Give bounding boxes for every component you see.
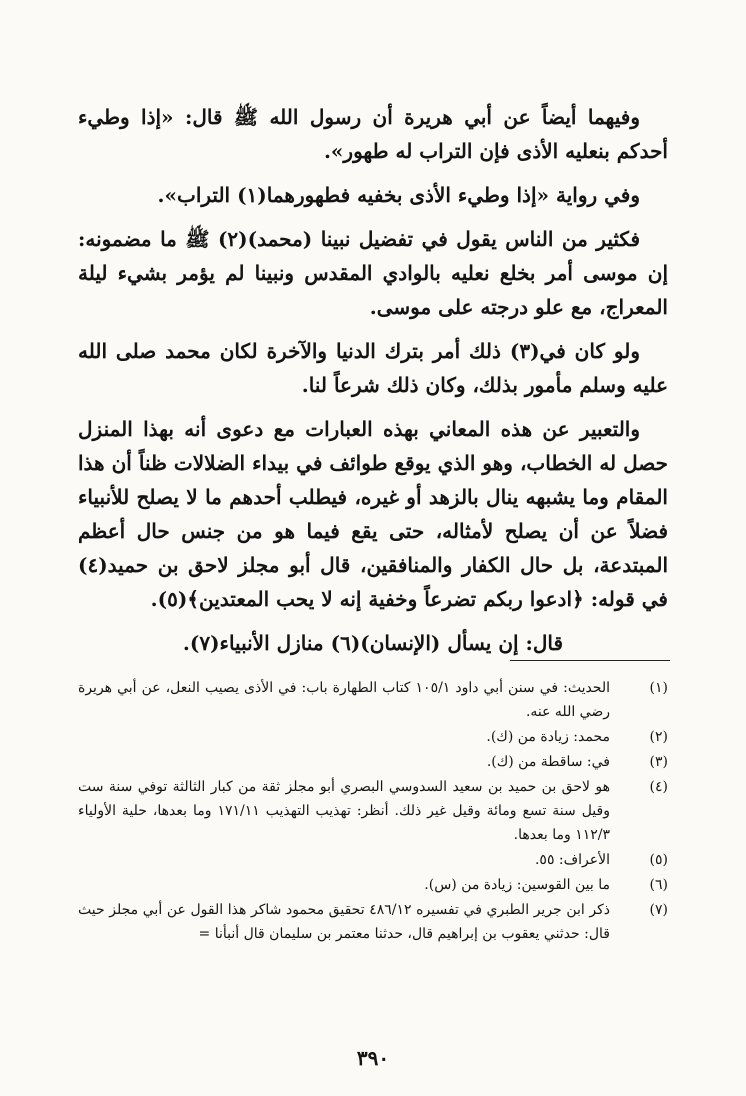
footnote-number: (٥) [649,852,668,868]
footnote [78,848,668,872]
footnote-text: الأعراف: ٥٥. [534,852,610,868]
footnote-divider [510,660,670,661]
footnote-number: (٧) [649,902,668,918]
footnote [78,873,668,897]
footnote-text: ما بين القوسين: زيادة من (س). [424,877,610,893]
main-text [78,100,668,670]
footnote-number: (٦) [649,877,668,893]
footnote-number: (٣) [649,754,668,770]
footnote-text: محمد: زيادة من (ك). [486,729,610,745]
footnotes [78,676,668,947]
paragraph-3: فكثير من الناس يقول في تفضيل نبينا (محمد)(٢) ﷺ ما مضمونه: إن موسى أمر بخلع نعليه بالوادي المقدس ونبينا لم يؤمر بشيء ليلة المعراج، مع علو درجته على موسى. [78,227,668,319]
footnote-text: في: ساقطة من (ك). [486,754,610,770]
footnote-number: (٤) [649,779,668,795]
footnote [78,898,668,946]
paragraph-6: قال: إن يسأل (الإنسان)(٦) منازل الأنبياء(٧). [182,631,564,655]
footnote-text: هو لاحق بن حميد بن سعيد السدوسي البصري أبو مجلز ثقة من كبار الثالثة توفي سنة ست وقيل سنة تسع ومائة وقيل غير ذلك. أنظر: تهذيب التهذيب ١٧١/١١ وما بعدها، حلية الأولياء ١١٢/٣ وما بعدها. [78,779,610,843]
paragraph-4: ولو كان في(٣) ذلك أمر بترك الدنيا والآخرة لكان محمد صلى الله عليه وسلم مأمور بذلك، وكان ذلك شرعاً لنا. [78,339,668,397]
footnote-text: الحديث: في سنن أبي داود ١٠٥/١ كتاب الطهارة باب: في الأذى يصيب النعل، عن أبي هريرة رضي الله عنه. [78,680,611,720]
footnote [78,775,668,847]
footnote-number: (١) [649,680,668,696]
footnote [78,676,668,724]
footnote-number: (٢) [649,729,668,745]
paragraph-5: والتعبير عن هذه المعاني بهذه العبارات مع دعوى أنه بهذا المنزل حصل له الخطاب، وهو الذي يوقع طوائف في بيداء الضلالات ظناً أن هذا المقام وما يشبهه ينال بالزهد أو غيره، فيطلب أحدهم ما لا يصلح للأنبياء فضلاً عن أن يصلح لأمثاله، حتى يقع فيما هو من جنس حال أعظم المبتدعة، بل حال الكفار والمنافقين، قال أبو مجلز لاحق بن حميد(٤) في قوله: ﴿ادعوا ربكم تضرعاً وخفية إنه لا يحب المعتدين﴾(٥). [78,417,668,611]
paragraph-2: وفي رواية «إذا وطيء الأذى بخفيه فطهورهما(١) التراب». [157,183,640,207]
footnote [78,725,668,749]
paragraph-1: وفيهما أيضاً عن أبي هريرة أن رسول الله ﷺ قال: «إذا وطيء أحدكم بنعليه الأذى فإن التراب له طهور». [78,105,668,163]
footnote-text: ذكر ابن جرير الطبري في تفسيره ٤٨٦/١٢ تحقيق محمود شاكر هذا القول عن أبي مجلز حيث قال: حدثني يعقوب بن إبراهيم قال، حدثنا معتمر بن سليمان قال أنبأنا = [78,902,611,942]
page-number: ٣٩٠ [356,1046,390,1070]
footnote [78,750,668,774]
